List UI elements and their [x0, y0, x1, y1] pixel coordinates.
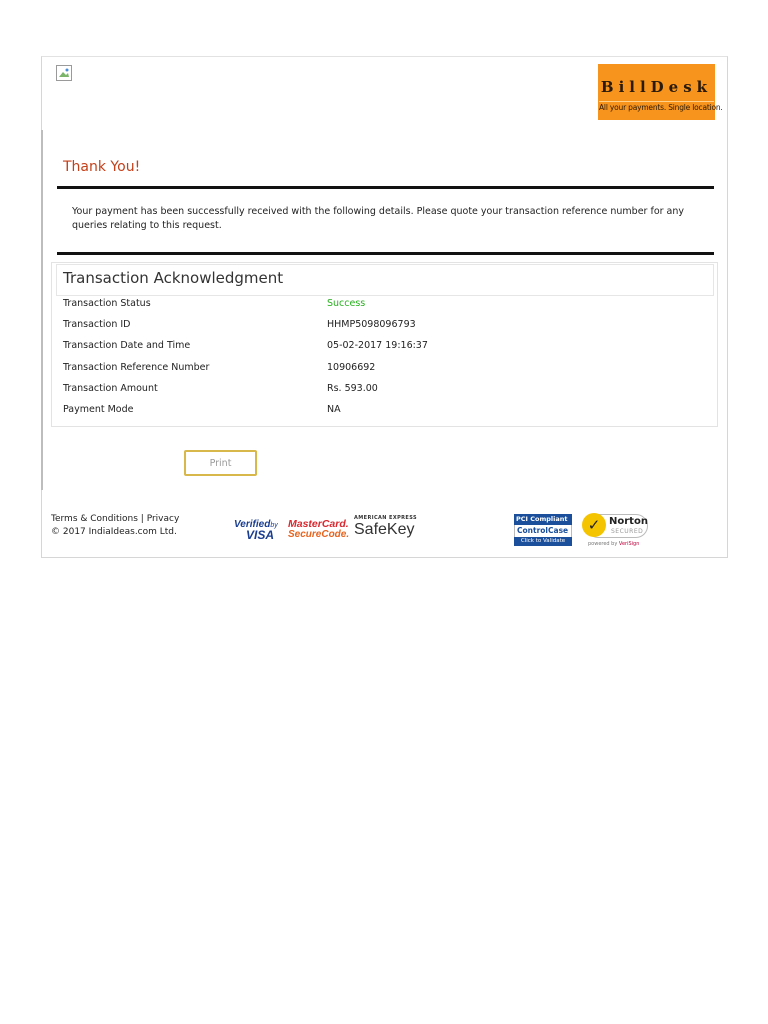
acknowledgment-title: Transaction Acknowledgment [63, 269, 284, 287]
billdesk-logo-name: BillDesk [600, 78, 713, 96]
row-label-reference-number: Transaction Reference Number [63, 362, 210, 373]
thank-you-heading: Thank You! [63, 159, 141, 175]
visa-text: VISA [246, 528, 275, 542]
frame-left-edge [41, 130, 43, 490]
footer-links [51, 513, 179, 539]
visa-verified-text: Verified [234, 519, 271, 530]
broken-image-icon [56, 65, 72, 81]
verisign-text: VeriSign [618, 541, 640, 547]
copyright-text: © 2017 IndiaIdeas.com Ltd. [51, 527, 177, 537]
confirmation-message: Your payment has been successfully received with the following details. Please quote your transaction reference number for any queries relating to this request. [72, 206, 685, 231]
controlcase-text: ControlCase [514, 525, 572, 537]
norton-secured-text: SECURED [611, 528, 644, 535]
securecode-text: SecureCode. [288, 529, 350, 540]
row-label-amount: Transaction Amount [63, 383, 158, 394]
row-label-payment-mode: Payment Mode [63, 404, 134, 415]
pci-compliant-badge[interactable] [514, 514, 572, 548]
row-value-date-time: 05-02-2017 19:16:37 [327, 340, 428, 351]
billdesk-logo-tagline: All your payments. Single location. [599, 103, 723, 112]
mastercard-text: MasterCard. [288, 518, 349, 530]
billdesk-logo [598, 64, 723, 120]
row-label-status: Transaction Status [63, 298, 151, 309]
norton-checkmark-icon: ✓ [582, 513, 606, 537]
footer-separator: | [140, 514, 144, 524]
norton-text: Norton [609, 516, 648, 527]
verified-by-visa-logo [234, 519, 284, 541]
click-to-validate-text: Click to Validate [514, 537, 572, 546]
mastercard-securecode-logo [288, 519, 350, 541]
row-value-payment-mode: NA [327, 404, 341, 415]
safekey-text: SafeKey [354, 521, 415, 538]
amex-text: AMERICAN EXPRESS [354, 515, 418, 521]
divider-top [57, 186, 714, 189]
divider-bottom [57, 252, 714, 255]
norton-secured-badge[interactable] [582, 513, 650, 549]
amex-safekey-logo [354, 515, 426, 543]
row-value-amount: Rs. 593.00 [327, 383, 378, 394]
visa-by-text: by [270, 522, 278, 529]
row-label-date-time: Transaction Date and Time [63, 340, 191, 351]
row-value-reference-number: 10906692 [327, 362, 376, 373]
terms-link[interactable]: Terms & Conditions [51, 514, 138, 524]
privacy-link[interactable]: Privacy [146, 514, 180, 524]
row-value-transaction-id: HHMP5098096793 [327, 319, 416, 330]
pci-compliant-text: PCI Compliant [514, 514, 572, 525]
row-value-status: Success [327, 298, 366, 309]
norton-powered-by-text: powered by [588, 541, 618, 547]
print-button[interactable]: Print [184, 450, 257, 476]
row-label-transaction-id: Transaction ID [63, 319, 131, 330]
